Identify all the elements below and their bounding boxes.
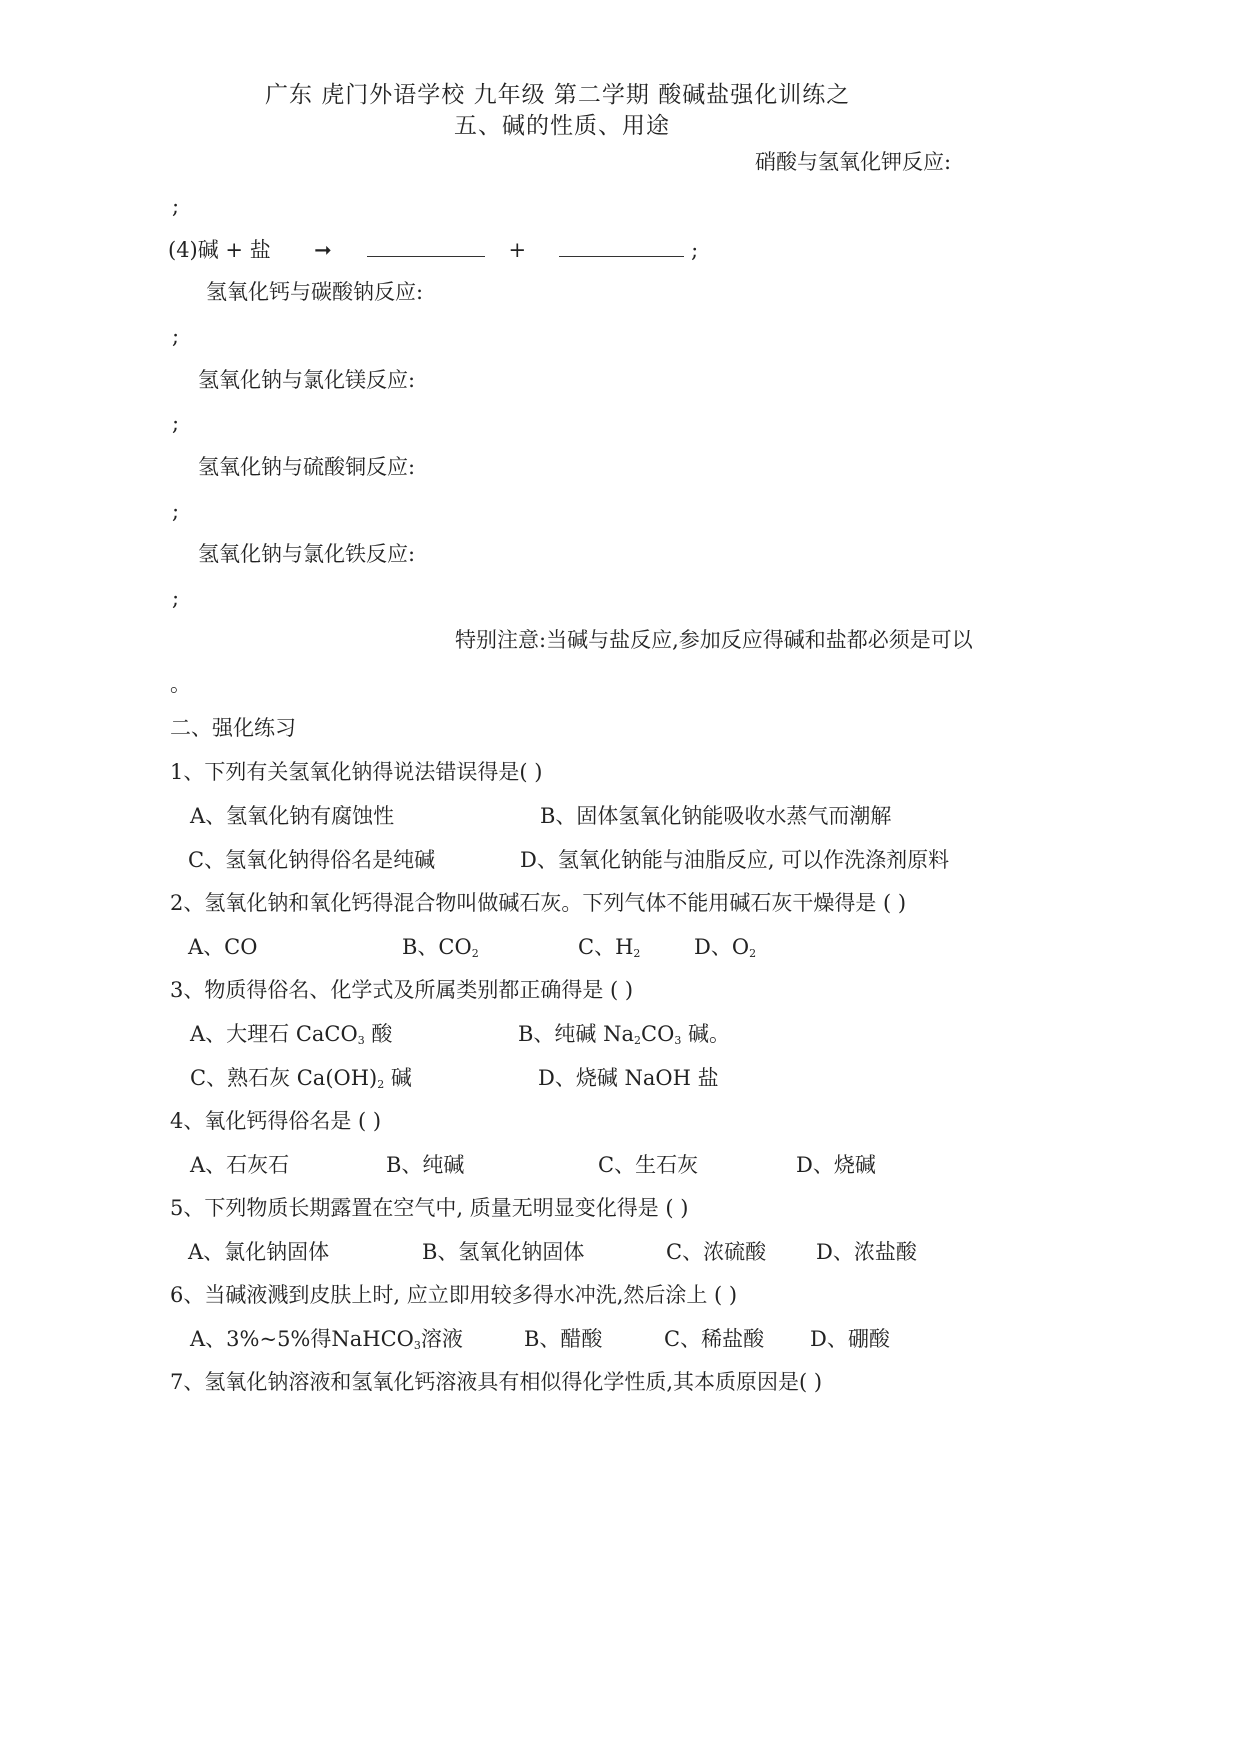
q1-option-c[interactable]: C、氢氧化钠得俗名是纯碱 (188, 848, 436, 872)
item4-base-salt-line (168, 238, 698, 261)
q2-option-c[interactable] (578, 937, 640, 959)
q2-d-text: D、O (694, 935, 750, 959)
q2-option-b[interactable] (402, 937, 479, 959)
semicolon: ; (172, 499, 180, 523)
question-3-stem: 3、物质得俗名、化学式及所属类别都正确得是 ( ) (170, 978, 634, 1002)
q4-option-b[interactable]: B、纯碱 (386, 1153, 465, 1177)
caoh2-na2co3-reaction-label: 氢氧化钙与碳酸钠反应: (206, 280, 424, 304)
q3-b-category: 碱。 (681, 1022, 730, 1046)
question-2-stem: 2、氢氧化钠和氧化钙得混合物叫做碱石灰。下列气体不能用碱石灰干燥得是 ( ) (170, 891, 907, 915)
q3-c-text: C、熟石灰 Ca(OH) (190, 1066, 378, 1090)
q1-option-a[interactable]: A、氢氧化钠有腐蚀性 (190, 804, 395, 828)
subscript: 2 (634, 1034, 642, 1047)
subscript: 2 (471, 947, 479, 960)
naoh-fecl3-reaction-label: 氢氧化钠与氯化铁反应: (198, 542, 416, 566)
subscript: 3 (357, 1034, 365, 1047)
special-note: 特别注意:当碱与盐反应,参加反应得碱和盐都必须是可以 (455, 628, 973, 652)
q1-option-b[interactable]: B、固体氢氧化钠能吸收水蒸气而潮解 (540, 804, 892, 828)
question-6-stem: 6、当碱液溅到皮肤上时, 应立即用较多得水冲洗,然后涂上 ( ) (170, 1283, 738, 1307)
practice-heading: 二、强化练习 (170, 716, 296, 740)
q3-c-category: 碱 (384, 1066, 412, 1090)
q4-option-a[interactable]: A、石灰石 (190, 1153, 290, 1177)
subscript: 2 (749, 947, 757, 960)
q3-option-d[interactable]: D、烧碱 NaOH 盐 (538, 1066, 719, 1090)
subscript: 2 (633, 947, 641, 960)
semicolon: ; (172, 586, 180, 610)
q6-a-suffix: 溶液 (420, 1327, 463, 1351)
arrow-icon: ➞ (314, 238, 332, 262)
question-1-stem: 1、下列有关氢氧化钠得说法错误得是( ) (170, 760, 543, 784)
question-5-stem: 5、下列物质长期露置在空气中, 质量无明显变化得是 ( ) (170, 1196, 689, 1220)
q3-a-text: A、大理石 CaCO (190, 1022, 358, 1046)
item4-prefix: (4)碱 + 盐 (168, 238, 271, 262)
q5-option-a[interactable]: A、氯化钠固体 (188, 1240, 330, 1264)
q5-option-d[interactable]: D、浓盐酸 (816, 1240, 917, 1264)
document-title: 广东 虎门外语学校 九年级 第二学期 酸碱盐强化训练之 (265, 82, 851, 108)
q6-option-c[interactable]: C、稀盐酸 (664, 1327, 765, 1351)
semicolon: ; (691, 238, 699, 262)
naoh-mgcl2-reaction-label: 氢氧化钠与氯化镁反应: (198, 368, 416, 392)
naoh-cuso4-reaction-label: 氢氧化钠与硫酸铜反应: (198, 455, 416, 479)
q2-c-text: C、H (578, 935, 634, 959)
semicolon: ; (172, 411, 180, 435)
q3-option-b[interactable] (518, 1024, 730, 1046)
plus-sign: + (508, 238, 527, 262)
subscript: 3 (674, 1034, 682, 1047)
q5-option-c[interactable]: C、浓硫酸 (666, 1240, 767, 1264)
q4-option-c[interactable]: C、生石灰 (598, 1153, 699, 1177)
subscript: 3 (413, 1339, 421, 1352)
q3-a-category: 酸 (364, 1022, 393, 1046)
q6-option-b[interactable]: B、醋酸 (524, 1327, 603, 1351)
semicolon: ; (172, 324, 180, 348)
question-4-stem: 4、氧化钙得俗名是 ( ) (170, 1109, 382, 1133)
q3-b-text: B、纯碱 Na (518, 1022, 635, 1046)
q3-b-formula: CO (641, 1022, 675, 1046)
document-subtitle: 五、碱的性质、用途 (454, 113, 670, 139)
q6-option-a[interactable] (190, 1329, 463, 1351)
question-7-stem: 7、氢氧化钠溶液和氢氧化钙溶液具有相似得化学性质,其本质原因是( ) (170, 1370, 823, 1394)
q3-option-a[interactable] (190, 1024, 392, 1046)
q4-option-d[interactable]: D、烧碱 (796, 1153, 876, 1177)
q2-option-a[interactable]: A、CO (188, 935, 258, 959)
q6-option-d[interactable]: D、硼酸 (810, 1327, 890, 1351)
q6-a-text: A、3%~5%得NaHCO (190, 1327, 414, 1351)
nitric-koh-reaction-label: 硝酸与氢氧化钾反应: (755, 150, 952, 174)
q2-option-d[interactable] (694, 937, 756, 959)
blank-product-2[interactable] (559, 238, 684, 257)
period: 。 (170, 672, 191, 696)
q1-option-d[interactable]: D、氢氧化钠能与油脂反应, 可以作洗涤剂原料 (520, 848, 950, 872)
blank-product-1[interactable] (367, 238, 485, 257)
subscript: 2 (377, 1078, 385, 1091)
q5-option-b[interactable]: B、氢氧化钠固体 (422, 1240, 585, 1264)
semicolon: ; (172, 194, 180, 218)
q3-option-c[interactable] (190, 1068, 412, 1090)
q2-b-text: B、CO (402, 935, 472, 959)
